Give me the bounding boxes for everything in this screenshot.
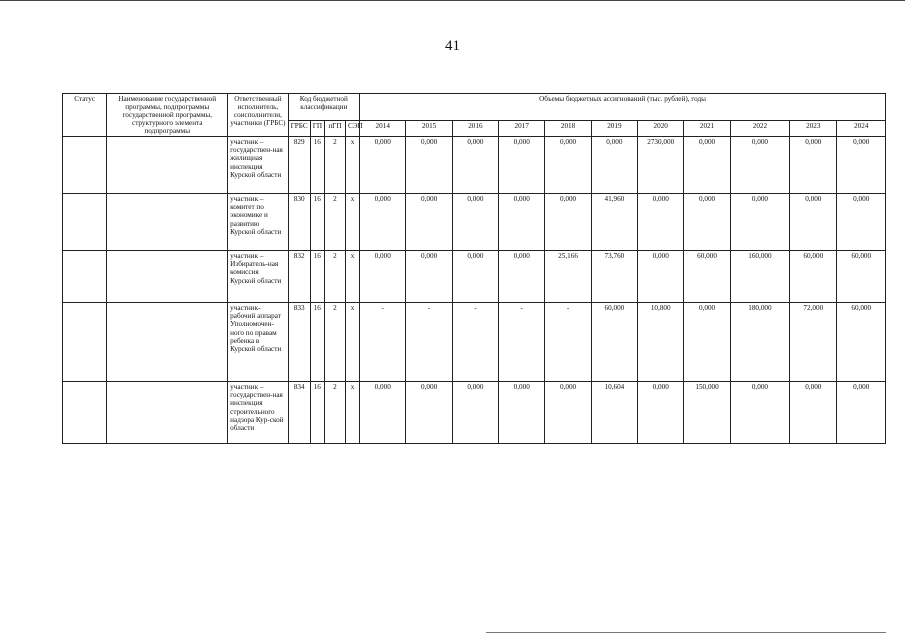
value-cell: 0,000 — [730, 194, 789, 251]
header-year: 2019 — [591, 121, 637, 137]
sep-cell: х — [345, 303, 359, 382]
value-cell: 0,000 — [452, 251, 498, 303]
value-cell: 0,000 — [837, 194, 886, 251]
value-cell: 0,000 — [730, 382, 789, 444]
value-cell: 0,000 — [638, 194, 684, 251]
value-cell: 73,760 — [591, 251, 637, 303]
sep-cell: х — [345, 137, 359, 194]
value-cell: 0,000 — [406, 194, 452, 251]
grbs-cell: 829 — [288, 137, 310, 194]
grbs-cell: 830 — [288, 194, 310, 251]
value-cell: 10,604 — [591, 382, 637, 444]
value-cell: 60,000 — [684, 251, 730, 303]
value-cell: 0,000 — [360, 137, 406, 194]
value-cell: - — [406, 303, 452, 382]
pgp-cell: 2 — [324, 137, 345, 194]
header-executor: Ответственный исполнитель, соисполнители, участники (ГРБС) — [228, 94, 288, 137]
value-cell: 0,000 — [684, 137, 730, 194]
gp-cell: 16 — [310, 382, 324, 444]
value-cell: 25,166 — [545, 251, 591, 303]
value-cell: 0,000 — [545, 137, 591, 194]
value-cell: 0,000 — [638, 382, 684, 444]
sep-cell: х — [345, 251, 359, 303]
grbs-cell: 834 — [288, 382, 310, 444]
pgp-cell: 2 — [324, 303, 345, 382]
header-year: 2021 — [684, 121, 730, 137]
budget-table — [62, 93, 886, 444]
header-year: 2024 — [837, 121, 886, 137]
value-cell: 0,000 — [406, 382, 452, 444]
value-cell: 0,000 — [360, 382, 406, 444]
value-cell: 60,000 — [837, 251, 886, 303]
value-cell: 2730,000 — [638, 137, 684, 194]
value-cell: 41,960 — [591, 194, 637, 251]
header-year: 2018 — [545, 121, 591, 137]
value-cell: 160,000 — [730, 251, 789, 303]
table-row — [63, 251, 886, 303]
value-cell: 0,000 — [790, 382, 837, 444]
name-cell — [107, 251, 228, 303]
status-cell — [63, 251, 107, 303]
name-cell — [107, 194, 228, 251]
value-cell: - — [452, 303, 498, 382]
value-cell: 0,000 — [837, 137, 886, 194]
header-year: 2016 — [452, 121, 498, 137]
value-cell: 0,000 — [837, 382, 886, 444]
value-cell: 0,000 — [684, 303, 730, 382]
pgp-cell: 2 — [324, 251, 345, 303]
header-year: 2022 — [730, 121, 789, 137]
table-row — [63, 303, 886, 382]
value-cell: 0,000 — [638, 251, 684, 303]
status-cell — [63, 382, 107, 444]
value-cell: 0,000 — [730, 137, 789, 194]
header-code-grbs: ГРБС — [288, 121, 310, 137]
table-row — [63, 194, 886, 251]
status-cell — [63, 303, 107, 382]
sep-cell: х — [345, 194, 359, 251]
value-cell: 0,000 — [452, 194, 498, 251]
gp-cell: 16 — [310, 137, 324, 194]
gp-cell: 16 — [310, 251, 324, 303]
page-number: 41 — [445, 38, 460, 54]
name-cell — [107, 303, 228, 382]
value-cell: 72,000 — [790, 303, 837, 382]
value-cell: 0,000 — [790, 194, 837, 251]
value-cell: 0,000 — [406, 137, 452, 194]
header-row-1 — [63, 94, 886, 121]
value-cell: 0,000 — [452, 137, 498, 194]
value-cell: 0,000 — [545, 194, 591, 251]
value-cell: 60,000 — [837, 303, 886, 382]
executor-cell: участник-рабочий аппарат Уполномочен-ного по правам ребенка в Курской области — [228, 303, 288, 382]
value-cell: 0,000 — [499, 382, 545, 444]
value-cell: 0,000 — [499, 194, 545, 251]
header-year: 2014 — [360, 121, 406, 137]
value-cell: - — [499, 303, 545, 382]
value-cell: 60,000 — [591, 303, 637, 382]
pgp-cell: 2 — [324, 382, 345, 444]
value-cell: 60,000 — [790, 251, 837, 303]
value-cell: 0,000 — [591, 137, 637, 194]
value-cell: 150,000 — [684, 382, 730, 444]
value-cell: 0,000 — [452, 382, 498, 444]
status-cell — [63, 137, 107, 194]
header-code-sep: СЭП — [345, 121, 359, 137]
sep-cell: х — [345, 382, 359, 444]
value-cell: 0,000 — [499, 137, 545, 194]
header-volumes-group: Объемы бюджетных ассигнований (тыс. рублей), годы — [360, 94, 886, 121]
table-row — [63, 137, 886, 194]
header-year: 2017 — [499, 121, 545, 137]
table-row — [63, 382, 886, 444]
header-code-pgp: пГП — [324, 121, 345, 137]
name-cell — [107, 382, 228, 444]
value-cell: - — [545, 303, 591, 382]
status-cell — [63, 194, 107, 251]
value-cell: 180,000 — [730, 303, 789, 382]
header-name: Наименование государственной программы, подпрограммы государственной программы, структурного элемента подпрограммы — [107, 94, 228, 137]
header-status: Статус — [63, 94, 107, 137]
grbs-cell: 832 — [288, 251, 310, 303]
executor-cell: участник – государствен-ная инспекция строительного надзора Кур-ской области — [228, 382, 288, 444]
gp-cell: 16 — [310, 194, 324, 251]
header-year: 2020 — [638, 121, 684, 137]
executor-cell: участник – комитет по экономике и развитию Курской области — [228, 194, 288, 251]
executor-cell: участник – государствен-ная жилищная инспекция Курской области — [228, 137, 288, 194]
name-cell — [107, 137, 228, 194]
value-cell: 0,000 — [499, 251, 545, 303]
value-cell: 0,000 — [790, 137, 837, 194]
gp-cell: 16 — [310, 303, 324, 382]
bottom-rule — [486, 632, 886, 633]
grbs-cell: 833 — [288, 303, 310, 382]
top-rule — [0, 0, 905, 1]
value-cell: 0,000 — [360, 194, 406, 251]
header-code-gp: ГП — [310, 121, 324, 137]
value-cell: 0,000 — [684, 194, 730, 251]
pgp-cell: 2 — [324, 194, 345, 251]
header-year: 2023 — [790, 121, 837, 137]
header-code-group: Код бюджетной классификации — [288, 94, 359, 121]
value-cell: 0,000 — [545, 382, 591, 444]
value-cell: 0,000 — [406, 251, 452, 303]
value-cell: 0,000 — [360, 251, 406, 303]
executor-cell: участник – Избиратель-ная комиссия Курской области — [228, 251, 288, 303]
header-year: 2015 — [406, 121, 452, 137]
value-cell: 10,800 — [638, 303, 684, 382]
value-cell: - — [360, 303, 406, 382]
